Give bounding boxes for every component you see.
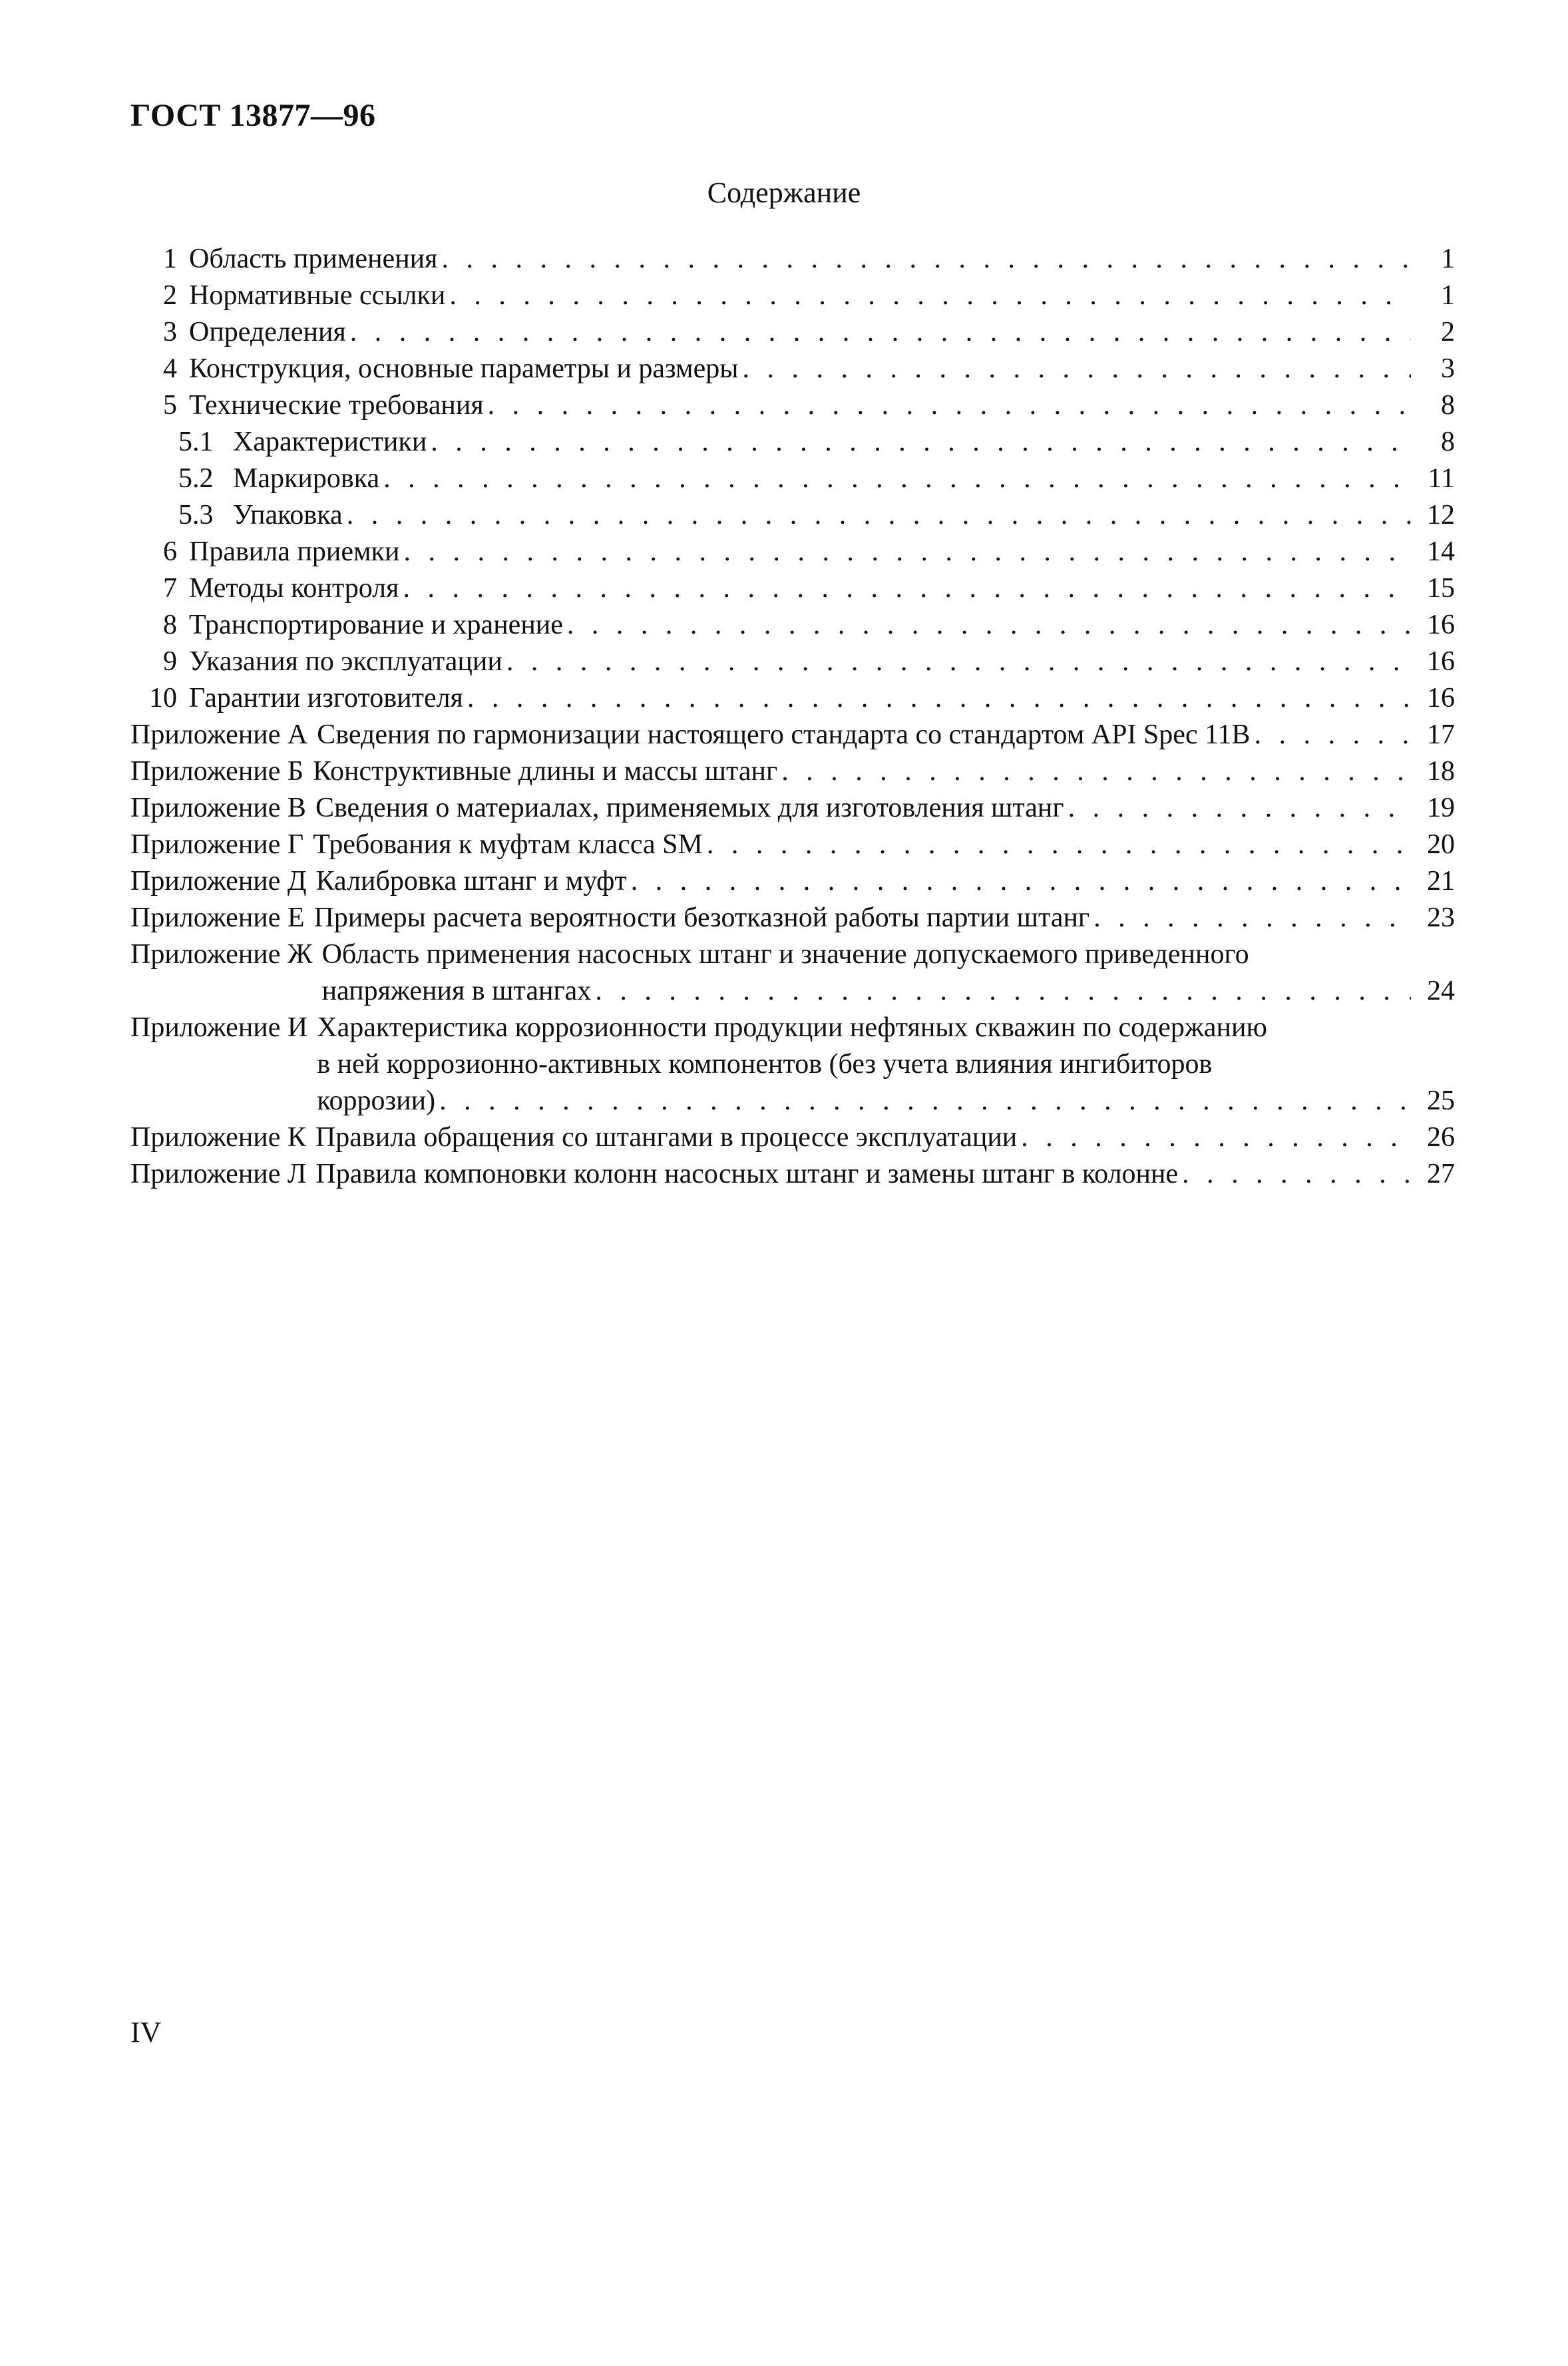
toc-entry-number: Приложение К xyxy=(130,1122,306,1153)
toc-entry-page: 1 xyxy=(1441,280,1455,311)
toc-entry-number: 1 xyxy=(163,244,177,274)
dot-leader xyxy=(1068,790,1411,827)
toc-entry-page: 19 xyxy=(1427,793,1455,823)
toc-entry-title: Сведения о материалах, применяемых для изготовления штанг xyxy=(315,793,1064,823)
toc-entry-page: 12 xyxy=(1427,500,1455,530)
toc-entry-title: Конструкция, основные параметры и размеры xyxy=(189,353,739,384)
toc-entry-number: 5.2 xyxy=(178,463,214,494)
toc-entry xyxy=(130,351,1455,387)
toc-entry xyxy=(130,387,1455,424)
toc-entry xyxy=(130,497,1455,534)
dot-leader xyxy=(567,607,1411,644)
dot-leader xyxy=(1093,900,1411,936)
toc-title: Содержание xyxy=(707,176,861,209)
toc-entry-page: 26 xyxy=(1427,1122,1455,1153)
toc-entry-number: Приложение Б xyxy=(130,756,304,787)
dot-leader xyxy=(707,827,1411,863)
toc-entry-page: 3 xyxy=(1441,353,1455,384)
toc-entry xyxy=(130,570,1455,607)
toc-entry-page: 21 xyxy=(1427,866,1455,896)
toc-entry-number: 8 xyxy=(163,610,177,640)
toc-entry-title: Конструктивные длины и массы штанг xyxy=(313,756,778,787)
toc-entry xyxy=(130,534,1455,570)
toc-entry-page: 17 xyxy=(1427,719,1455,750)
toc-entry-page: 24 xyxy=(1427,976,1455,1006)
toc-entry-title: Область применения xyxy=(189,244,438,274)
toc-entry-page: 16 xyxy=(1427,646,1455,677)
toc-entry-number: Приложение В xyxy=(130,793,306,823)
toc-entry-page: 27 xyxy=(1427,1159,1455,1189)
toc-entry xyxy=(130,827,1455,863)
toc-entry-title: Область применения насосных штанг и значение допускаемого приведенного xyxy=(321,939,1249,970)
toc-entry-title: Методы контроля xyxy=(189,573,399,604)
toc-entry-title: напряжения в штангах xyxy=(321,976,592,1006)
dot-leader xyxy=(467,680,1411,717)
toc-entry xyxy=(130,717,1455,753)
toc-entry-title: Требования к муфтам класса SM xyxy=(313,829,703,860)
toc-entry xyxy=(130,1156,1455,1193)
toc-entry xyxy=(130,680,1455,717)
toc-entry-number: Приложение А xyxy=(130,719,308,750)
dot-leader xyxy=(403,570,1411,607)
toc-entry-title: Упаковка xyxy=(233,500,343,530)
toc-entry xyxy=(130,314,1455,351)
toc-entry-number: Приложение Ж xyxy=(130,939,313,970)
dot-leader xyxy=(1182,1156,1411,1193)
toc-entry-number: 5.1 xyxy=(178,427,214,457)
document-code: ГОСТ 13877—96 xyxy=(130,98,376,133)
toc-entry-number: 10 xyxy=(149,683,177,713)
toc-entry-page: 18 xyxy=(1427,756,1455,787)
dot-leader xyxy=(781,753,1411,790)
toc-entry-title: Маркировка xyxy=(233,463,380,494)
toc-entry-title: Гарантии изготовителя xyxy=(189,683,463,713)
toc-entry-title: Транспортирование и хранение xyxy=(189,610,563,640)
dot-leader xyxy=(631,863,1411,900)
dot-leader xyxy=(347,497,1411,534)
toc-entry-number: 3 xyxy=(163,317,177,347)
toc-entry-page: 2 xyxy=(1441,317,1455,347)
toc-entry-number: 2 xyxy=(163,280,177,311)
toc-entry-number: 6 xyxy=(163,536,177,567)
dot-leader xyxy=(441,241,1411,278)
dot-leader xyxy=(403,534,1411,570)
toc-entry-title: Правила приемки xyxy=(189,536,400,567)
toc-entry-title: Правила обращения со штангами в процессе эксплуатации xyxy=(315,1122,1018,1153)
toc-entry xyxy=(130,278,1455,314)
toc-entry xyxy=(130,461,1455,497)
toc-entry xyxy=(130,424,1455,461)
toc-entry-page: 8 xyxy=(1441,427,1455,457)
toc-entry xyxy=(130,753,1455,790)
toc-entry-number: Приложение И xyxy=(130,1012,308,1043)
toc-entry-page: 16 xyxy=(1427,610,1455,640)
toc-entry-title: Примеры расчета вероятности безотказной работы партии штанг xyxy=(313,902,1090,933)
toc-entry xyxy=(130,936,1455,1010)
dot-leader xyxy=(350,314,1411,351)
dot-leader xyxy=(488,387,1411,424)
toc-entry-page: 25 xyxy=(1427,1085,1455,1116)
toc-entry xyxy=(130,607,1455,644)
toc-entry-title: Калибровка штанг и муфт xyxy=(315,866,627,896)
dot-leader xyxy=(431,424,1411,461)
toc-entry-title: Характеристики xyxy=(233,427,427,457)
toc-entry-number: 7 xyxy=(163,573,177,604)
dot-leader xyxy=(1021,1119,1411,1156)
table-of-contents xyxy=(130,241,1455,1193)
toc-entry-title: Нормативные ссылки xyxy=(189,280,446,311)
toc-entry xyxy=(130,1010,1455,1119)
toc-entry-title: Сведения по гармонизации настоящего стандарта со стандартом API Spec 11B xyxy=(317,719,1251,750)
dot-leader xyxy=(742,351,1411,387)
toc-entry-number: 9 xyxy=(163,646,177,677)
toc-entry-page: 14 xyxy=(1427,536,1455,567)
page-number: IV xyxy=(130,2016,162,2049)
toc-entry-page: 15 xyxy=(1427,573,1455,604)
toc-entry-number: Приложение Л xyxy=(130,1159,307,1189)
toc-entry-title: Характеристика коррозионности продукции нефтяных скважин по содержанию xyxy=(317,1012,1267,1043)
dot-leader xyxy=(1255,717,1411,753)
toc-entry-title: в ней коррозионно-активных компонентов (без учета влияния ингибиторов xyxy=(317,1049,1213,1080)
toc-entry-number: Приложение Е xyxy=(130,902,305,933)
toc-entry-number: 5.3 xyxy=(178,500,214,530)
dot-leader xyxy=(506,644,1411,680)
toc-entry xyxy=(130,241,1455,278)
toc-entry-page: 20 xyxy=(1427,829,1455,860)
toc-entry xyxy=(130,1119,1455,1156)
toc-entry-title: Определения xyxy=(189,317,346,347)
toc-entry xyxy=(130,644,1455,680)
toc-entry-page: 16 xyxy=(1427,683,1455,713)
toc-entry xyxy=(130,900,1455,936)
toc-entry-number: Приложение Г xyxy=(130,829,304,860)
toc-entry-page: 1 xyxy=(1441,244,1455,274)
toc-entry-number: 4 xyxy=(163,353,177,384)
dot-leader xyxy=(439,1083,1411,1119)
toc-entry-number: Приложение Д xyxy=(130,866,307,896)
toc-entry-page: 23 xyxy=(1427,902,1455,933)
toc-entry xyxy=(130,790,1455,827)
toc-entry-title: Технические требования xyxy=(189,390,484,421)
toc-entry-title: Указания по эксплуатации xyxy=(189,646,502,677)
toc-entry-number: 5 xyxy=(163,390,177,421)
toc-entry-title: коррозии) xyxy=(317,1085,436,1116)
toc-entry-page: 11 xyxy=(1428,463,1455,494)
toc-entry xyxy=(130,863,1455,900)
dot-leader xyxy=(383,461,1411,497)
toc-entry-page: 8 xyxy=(1441,390,1455,421)
dot-leader xyxy=(595,973,1411,1010)
toc-entry-title: Правила компоновки колонн насосных штанг и замены штанг в колонне xyxy=(315,1159,1179,1189)
dot-leader xyxy=(449,278,1411,314)
